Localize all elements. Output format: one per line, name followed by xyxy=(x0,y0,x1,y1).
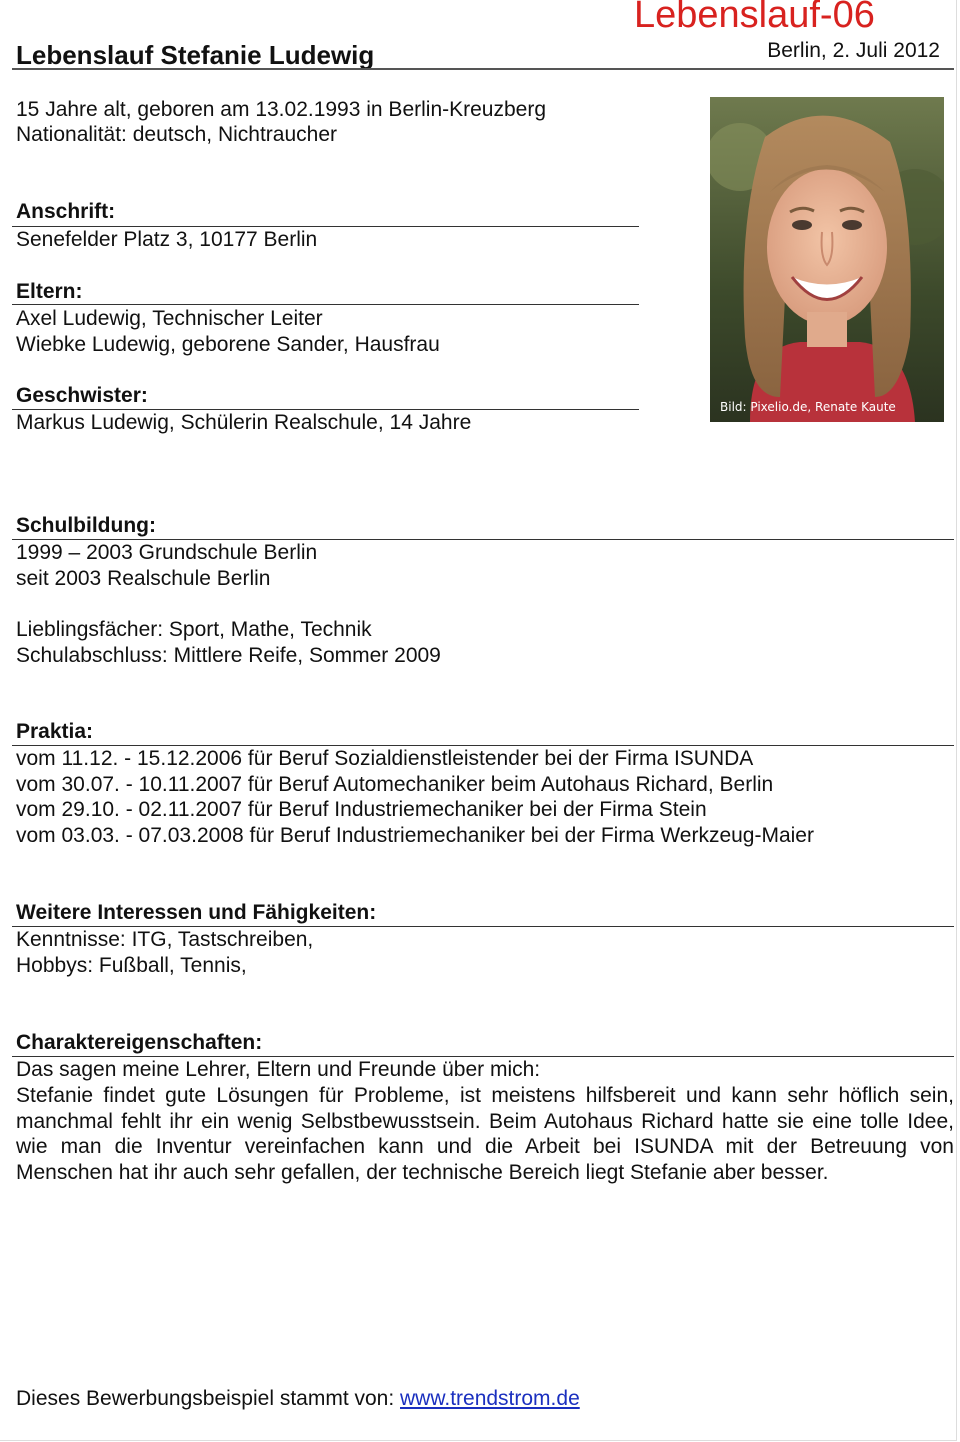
section-heading-charakter: Charaktereigenschaften: xyxy=(16,1031,263,1054)
footer-credit xyxy=(16,1387,580,1411)
source-link[interactable]: www.trendstrom.de xyxy=(400,1387,580,1410)
graduation-line: Schulabschluss: Mittlere Reife, Sommer 2009 xyxy=(16,644,441,667)
internship-line: vom 29.10. - 02.11.2007 für Beruf Industriemechaniker bei der Firma Stein xyxy=(16,798,707,821)
character-text: Stefanie findet gute Lösungen für Probleme, ist meistens hilfsbereit und kann sehr höflich sein, manchmal fehlt ihr ein wenig Selbstbewusstsein. Beim Autohaus Richard hatte sie eine tolle Idee, wie man die Inventur vereinfachen kann und die Arbeit bei ISUNDA mit der Betreuung von Menschen hat ihr auch sehr gefallen, der technische Bereich liegt Stefanie aber besser. xyxy=(16,1084,954,1184)
sibling-line: Markus Ludewig, Schülerin Realschule, 14 Jahre xyxy=(16,411,472,434)
title-divider xyxy=(12,68,954,70)
hobbies-line: Hobbys: Fußball, Tennis, xyxy=(16,954,247,977)
age-birth-line: 15 Jahre alt, geboren am 13.02.1993 in Berlin-Kreuzberg xyxy=(16,98,547,121)
section-heading-geschwister: Geschwister: xyxy=(16,384,148,407)
document-label: Lebenslauf-06 xyxy=(634,0,875,36)
nationality-line: Nationalität: deutsch, Nichtraucher xyxy=(16,123,337,146)
document-date: Berlin, 2. Juli 2012 xyxy=(767,39,940,62)
parent-line: Axel Ludewig, Technischer Leiter xyxy=(16,307,323,330)
section-heading-eltern: Eltern: xyxy=(16,280,83,303)
applicant-photo xyxy=(710,97,944,422)
internship-line: vom 30.07. - 10.11.2007 für Beruf Automechaniker beim Autohaus Richard, Berlin xyxy=(16,773,774,796)
favorite-subjects-line: Lieblingsfächer: Sport, Mathe, Technik xyxy=(16,618,372,641)
page-title: Lebenslauf Stefanie Ludewig xyxy=(16,40,375,70)
character-intro: Das sagen meine Lehrer, Eltern und Freunde über mich: xyxy=(16,1058,541,1081)
section-heading-interessen: Weitere Interessen und Fähigkeiten: xyxy=(16,901,377,924)
skills-line: Kenntnisse: ITG, Tastschreiben, xyxy=(16,928,314,951)
section-divider xyxy=(12,304,639,305)
section-heading-anschrift: Anschrift: xyxy=(16,200,116,223)
education-line: 1999 – 2003 Grundschule Berlin xyxy=(16,541,318,564)
internship-line: vom 03.03. - 07.03.2008 für Beruf Industriemechaniker bei der Firma Werkzeug-Maier xyxy=(16,824,814,847)
section-heading-praktika: Praktia: xyxy=(16,720,94,743)
section-heading-schulbildung: Schulbildung: xyxy=(16,514,156,537)
portrait-image xyxy=(710,97,944,422)
education-line: seit 2003 Realschule Berlin xyxy=(16,567,271,590)
internship-line: vom 11.12. - 15.12.2006 für Beruf Sozialdienstleistender bei der Firma ISUNDA xyxy=(16,747,754,770)
address-line: Senefelder Platz 3, 10177 Berlin xyxy=(16,228,318,251)
photo-credit: Bild: Pixelio.de, Renate Kaute xyxy=(720,400,896,414)
parent-line: Wiebke Ludewig, geborene Sander, Hausfrau xyxy=(16,333,440,356)
footer-text: Dieses Bewerbungsbeispiel stammt von: xyxy=(16,1387,401,1410)
